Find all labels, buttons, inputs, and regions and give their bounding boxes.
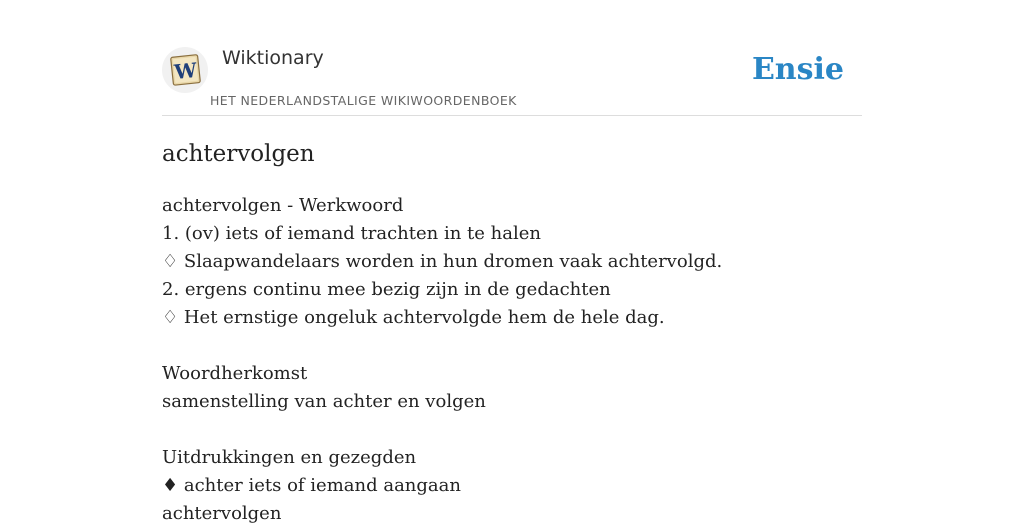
- etymology-text: samenstelling van achter en volgen: [162, 391, 486, 412]
- header-divider: [162, 115, 862, 116]
- entry-content: [162, 192, 862, 528]
- site-tagline: HET NEDERLANDSTALIGE WIKIWOORDENBOEK: [210, 93, 517, 108]
- example-1: ♢ Slaapwandelaars worden in hun dromen vaak achtervolgd.: [162, 251, 723, 272]
- page: [162, 0, 862, 524]
- blank-line: [162, 332, 862, 360]
- sense-1: 1. (ov) iets of iemand trachten in te halen: [162, 223, 541, 244]
- entry-headline: achtervolgen - Werkwoord: [162, 195, 404, 216]
- expressions-heading: Uitdrukkingen en gezegden: [162, 447, 417, 468]
- wiktionary-logo-icon[interactable]: [162, 47, 208, 93]
- expression-cut: achtervolgen: [162, 503, 282, 524]
- blank-line: [162, 416, 862, 444]
- svg-text:W: W: [173, 57, 199, 85]
- ensie-brand-link[interactable]: Ensie: [751, 52, 844, 87]
- wiktionary-w-tile-icon: [162, 47, 208, 93]
- page-title: achtervolgen: [162, 141, 315, 167]
- expression-1: ♦ achter iets of iemand aangaan: [162, 475, 461, 496]
- etymology-heading: Woordherkomst: [162, 363, 308, 384]
- site-name[interactable]: Wiktionary: [222, 47, 324, 69]
- sense-2: 2. ergens continu mee bezig zijn in de gedachten: [162, 279, 611, 300]
- example-2: ♢ Het ernstige ongeluk achtervolgde hem de hele dag.: [162, 307, 665, 328]
